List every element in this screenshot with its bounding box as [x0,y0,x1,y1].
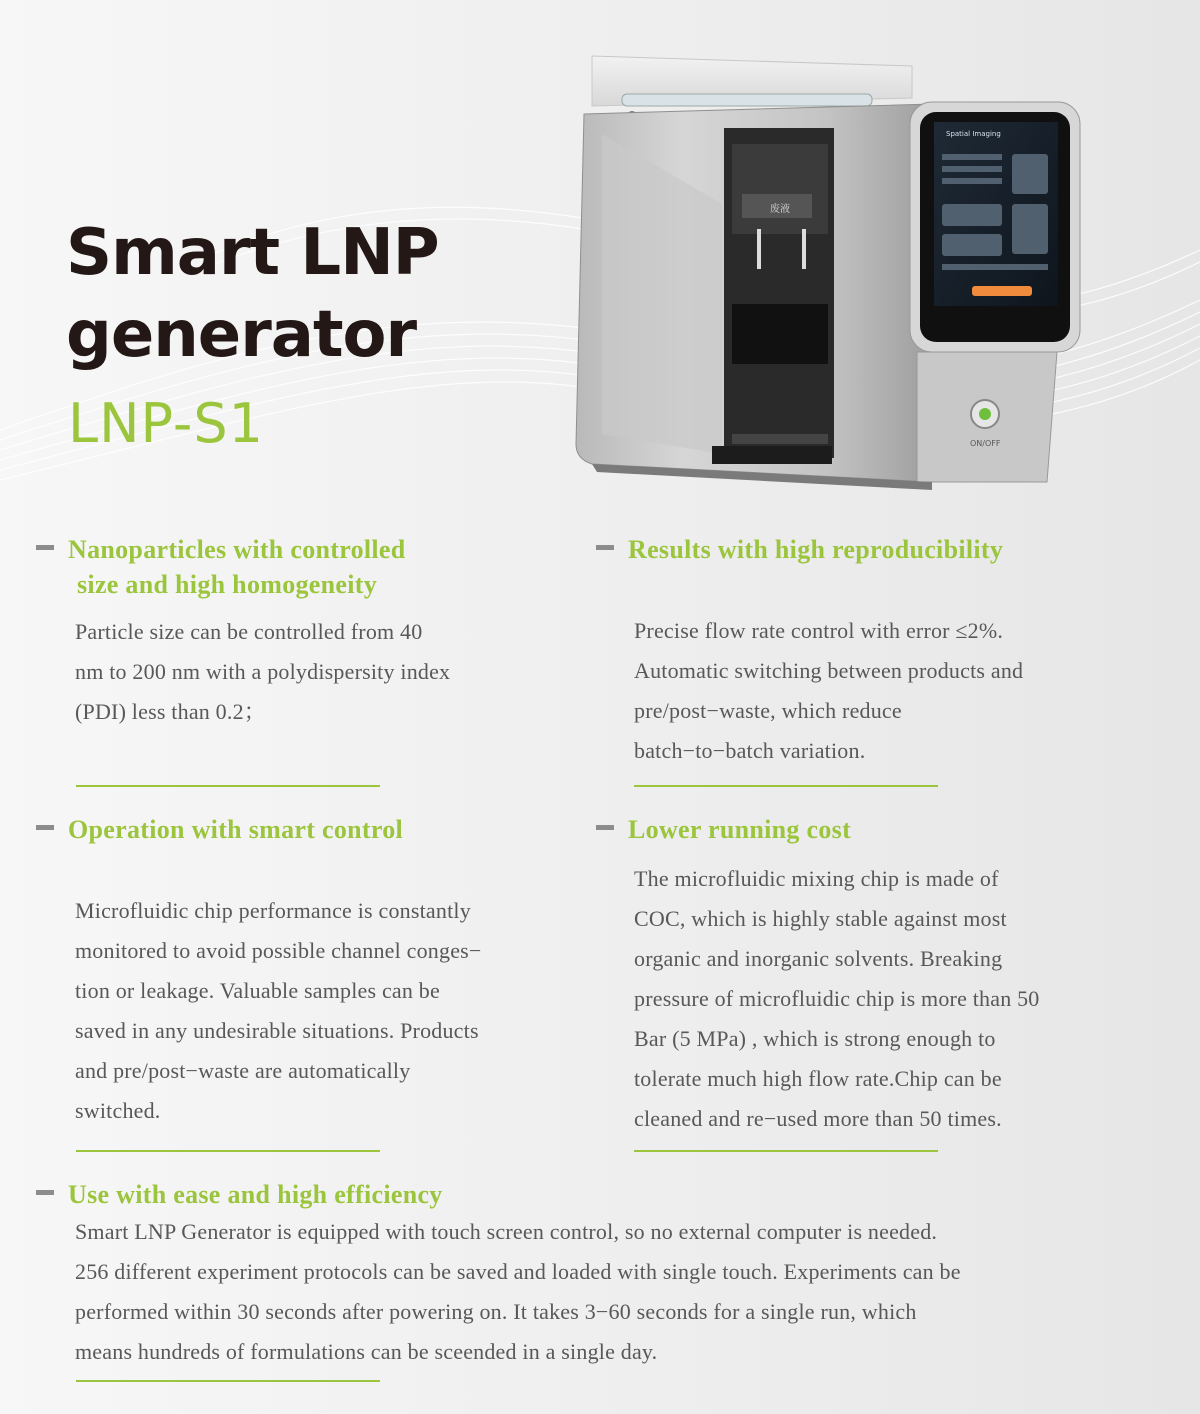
feature-body-line: batch−to−batch variation. [634,738,866,763]
feature-body-line: switched. [75,1098,161,1123]
feature-body [36,612,556,732]
feature-body [36,1212,1176,1372]
feature-body-line: organic and inorganic solvents. Breaking [634,946,1003,971]
feature-body [596,611,1156,771]
lnp-generator-device-image [572,54,1082,494]
divider-line [76,1380,380,1382]
bullet-icon [36,1190,54,1195]
bullet-icon [596,825,614,830]
feature-body-line: nm to 200 nm with a polydispersity index [75,659,451,684]
feature-body-line: pressure of microfluidic chip is more than 50 [634,986,1040,1011]
feature-heading-text: Operation with smart control [68,815,404,844]
feature-body-line: monitored to avoid possible channel conges− [75,938,482,963]
feature-heading-line-1: Nanoparticles with controlled [68,535,406,564]
feature-smart-control [36,812,576,1131]
bullet-icon [36,545,54,550]
feature-body-line: Smart LNP Generator is equipped with touch screen control, so no external computer is needed. [75,1219,938,1244]
feature-body-line: 256 different experiment protocols can be saved and loaded with single touch. Experiments can be [75,1259,961,1284]
screen-brand-label: Spatial Imaging [946,130,1001,138]
page-title-line-1: Smart LNP [66,216,439,290]
bullet-icon [36,825,54,830]
feature-body-line: Particle size can be controlled from 40 [75,619,423,644]
feature-body-line: means hundreds of formulations can be sceended in a single day. [75,1339,658,1364]
feature-heading [36,532,556,602]
feature-body-line: Automatic switching between products and [634,658,1024,683]
feature-heading-line-2: size and high homogeneity [77,570,378,599]
feature-heading [36,812,576,847]
feature-body [596,859,1156,1139]
bullet-icon [596,545,614,550]
page-title-line-2: generator [66,298,417,372]
feature-body [36,891,576,1131]
feature-reproducibility [596,532,1156,771]
feature-nanoparticles [36,532,556,732]
feature-body-line: performed within 30 seconds after powering on. It takes 3−60 seconds for a single run, which [75,1299,917,1324]
feature-body-line: Microfluidic chip performance is constantly [75,898,471,923]
feature-body-line: pre/post−waste, which reduce [634,698,902,723]
divider-line [76,785,380,787]
divider-line [634,1150,938,1152]
page-title [66,212,486,376]
feature-body-line: tolerate much high flow rate.Chip can be [634,1066,1002,1091]
feature-running-cost [596,812,1156,1139]
feature-body-line: (PDI) less than 0.2； [75,699,266,724]
feature-body-line: saved in any undesirable situations. Products [75,1018,479,1043]
feature-heading-text: Results with high reproducibility [628,535,1004,564]
feature-body-line: cleaned and re−used more than 50 times. [634,1106,1002,1131]
divider-line [634,785,938,787]
reagent-label: 废液 [770,204,790,215]
divider-line [76,1150,380,1152]
feature-body-line: COC, which is highly stable against most [634,906,1007,931]
feature-heading [596,532,1156,567]
feature-ease-of-use [36,1177,1176,1372]
power-label: ON/OFF [970,439,1001,448]
feature-body-line: tion or leakage. Valuable samples can be [75,978,440,1003]
feature-body-line: and pre/post−waste are automatically [75,1058,411,1083]
feature-heading [36,1177,1176,1212]
feature-body-line: The microfluidic mixing chip is made of [634,866,999,891]
feature-heading-text: Use with ease and high efficiency [68,1180,443,1209]
feature-heading-text: Lower running cost [628,815,852,844]
feature-body-line: Precise flow rate control with error ≤2%. [634,618,1004,643]
feature-heading [596,812,1156,847]
feature-body-line: Bar (5 MPa) , which is strong enough to [634,1026,996,1051]
model-name: LNP-S1 [68,392,264,455]
